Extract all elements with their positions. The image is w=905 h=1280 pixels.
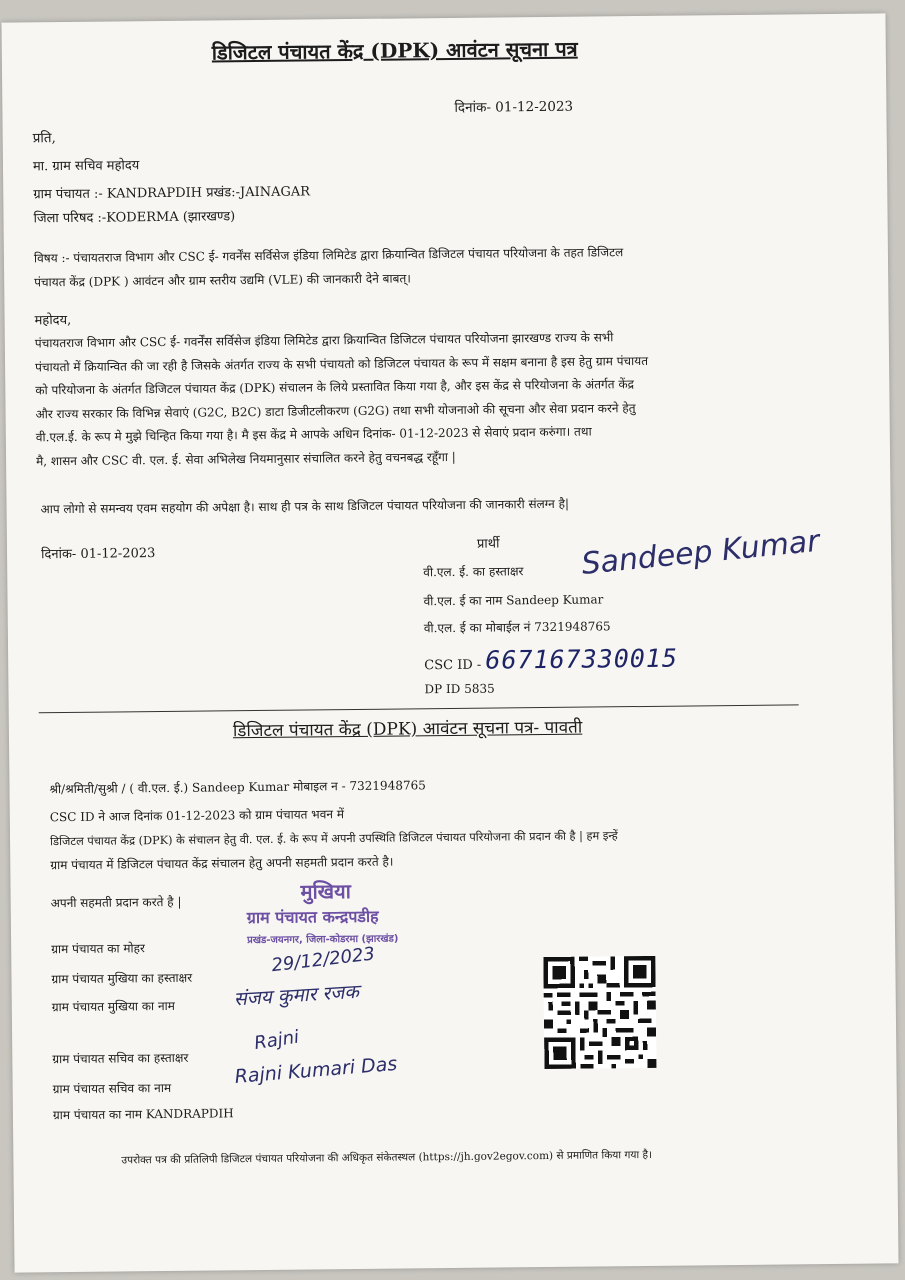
body-line: वी.एल.ई. के रूप मे मुझे चिन्हित किया गया है। मै इस केंद्र मे आपके अधिन दिनांक- 01-12-2023 से सेवाएं प्रदान करुंगा। तथा [35, 424, 592, 445]
recipient-to: प्रति, [32, 130, 56, 147]
footer-note: उपरोक्त पत्र की प्रतिलिपी डिजिटल पंचायत परियोजना की अधिकृत संकेतस्थल (https://jh.gov2egov.com) से प्रमाणित किया गया है। [121, 1148, 653, 1167]
qr-code-graphic [543, 956, 656, 1069]
body-paragraph [35, 326, 649, 473]
salutation: महोदय, [34, 312, 72, 329]
recipient-district: जिला परिषद :-KODERMA (झारखण्ड) [33, 209, 236, 227]
receipt-line2: CSC ID ने आज दिनांक 01-12-2023 को ग्राम पंचायत भवन में [49, 807, 345, 825]
receipt-mobile: 7321948765 [349, 778, 426, 794]
closing-line: आप लोगो से समन्वय एवम सहयोग की अपेक्षा है। साथ ही पत्र के साथ डिजिटल पंचायत परियोजना की जानकारी संलग्न है| [40, 496, 570, 517]
receipt-title: डिजिटल पंचायत केंद्र (DPK) आवंटन सूचना पत्र- पावती [232, 717, 583, 742]
body-line: मै, शासन और CSC वी. एल. ई. सेवा अभिलेख नियमानुसार संचालित करने हेतु वचनबद्ध रहूँगा | [35, 449, 456, 468]
subject-block [34, 240, 624, 294]
body-line: पंचायतो में क्रियान्वित की जा रही है जिसके अंतर्गत राज्य के सभी पंचायतो को डिजिटल पंचायत के रूप में सक्षम बनाना है इस हेतु ग्राम पंचायत [35, 353, 649, 374]
stamp-title: मुखिया [300, 879, 351, 904]
seal-label: ग्राम पंचायत का मोहर [51, 941, 145, 957]
receipt-prefix: श्री/श्रमिती/सुश्री / ( वी.एल. ई.) [49, 780, 189, 797]
body-line: और राज्य सरकार कि विभिन्न सेवाएं (G2C, B2C) डाटा डिजीटलीकरण (G2G) तथा सभी योजनाओ की सूचना और सेवा प्रदान करने हेतु [35, 400, 636, 421]
mukhiya-name-label: ग्राम पंचायत मुखिया का नाम [51, 998, 175, 1015]
sign-date: दिनांक- 01-12-2023 [40, 546, 156, 563]
vle-name-row [423, 590, 603, 609]
vle-signature: Sandeep Kumar [579, 523, 822, 582]
section-divider [39, 704, 799, 713]
qr-code [543, 956, 656, 1069]
body-line: पंचायतराज विभाग और CSC ई- गवर्नेंस सर्विसेज इंडिया लिमिटेड द्वारा क्रियान्वित डिजिटल पंचायत परियोजना झारखण्ड राज्य के सभी [34, 330, 614, 351]
letter-date: दिनांक- 01-12-2023 [454, 98, 574, 116]
vle-name-value: Sandeep Kumar [506, 592, 604, 608]
dp-id-value: 5835 [464, 681, 495, 696]
receipt-vle-name: Sandeep Kumar [191, 779, 290, 795]
mukhiya-sign-date: 29/12/2023 [270, 943, 376, 977]
subject-line: विषय :- पंचायतराज विभाग और CSC ई- गवर्नेंस सर्विसेज इंडिया लिमिटेड द्वारा क्रियान्वित डिजिटल पंचायत परियोजना के तहत डिजिटल [33, 245, 624, 266]
vle-mobile-row [424, 617, 611, 636]
receipt-consent: अपनी सहमती प्रदान करते है | [50, 894, 182, 911]
letter-page [1, 13, 898, 1272]
applicant-label: प्रार्थी [476, 536, 500, 552]
vle-sign-label: वी.एल. ई. का हस्ताक्षर [423, 564, 524, 580]
subject-line: पंचायत केंद्र (DPK ) आवंटन और ग्राम स्तरीय उद्यमि (VLE) की जानकारी देने बाबत्। [34, 271, 411, 290]
vle-name-label: वी.एल. ई का नाम [423, 593, 503, 609]
sachiv-signature: Rajni [252, 1026, 301, 1055]
stamp-panchayat: ग्राम पंचायत कन्द्रपडीह [246, 906, 379, 928]
sachiv-name-label: ग्राम पंचायत सचिव का नाम [52, 1080, 172, 1097]
sachiv-sign-label: ग्राम पंचायत सचिव का हस्ताक्षर [52, 1050, 189, 1067]
sachiv-name-handwritten: Rajni Kumari Das [233, 1052, 399, 1088]
receipt-line4: ग्राम पंचायत में डिजिटल पंचायत केंद्र संचालन हेतु अपनी सहमती प्रदान करते है। [50, 854, 394, 873]
csc-id-label: CSC ID - [424, 657, 482, 674]
receipt-line3: डिजिटल पंचायत केंद्र (DPK) के संचालन हेतु वी. एल. ई. के रूप में अपनी उपस्थिति डिजिटल पंचायत परियोजना की प्रदान की है | हम इन्हें [49, 829, 618, 849]
vle-mobile-label: वी.एल. ई का मोबाईल नं [423, 620, 531, 636]
vle-mobile-value: 7321948765 [534, 619, 611, 635]
panchayat-name-label: ग्राम पंचायत का नाम [52, 1107, 143, 1123]
recipient-addressee: मा. ग्राम सचिव महोदय [32, 158, 140, 175]
receipt-mobile-label: मोबाइल न - [292, 779, 346, 794]
stamp-address: प्रखंड-जयनगर, जिला-कोडरमा (झारखंड) [247, 933, 399, 947]
mukhiya-sign-label: ग्राम पंचायत मुखिया का हस्ताक्षर [51, 970, 193, 987]
csc-id-value: 667167330015 [485, 643, 679, 675]
recipient-panchayat: ग्राम पंचायत :- KANDRAPDIH प्रखंड:-JAINAGAR [33, 184, 311, 203]
panchayat-name-value: KANDRAPDIH [145, 1106, 234, 1122]
mukhiya-name-handwritten: संजय कुमार रजक [233, 980, 360, 1011]
body-line: को परियोजना के अंतर्गत डिजिटल पंचायत केंद्र (DPK) संचालन के लिये प्रस्तावित किया गया है, और इस केंद्र से परियोजना के अंतर्गत केंद्र [35, 377, 635, 398]
csc-id-row [424, 644, 678, 676]
dp-id-label: DP ID [424, 681, 461, 697]
letter-title: डिजिटल पंचायत केंद्र (DPK) आवंटन सूचना पत्र [211, 36, 578, 65]
panchayat-name-row [53, 1104, 234, 1123]
dp-id-row [424, 682, 494, 697]
receipt-line1 [49, 776, 426, 797]
